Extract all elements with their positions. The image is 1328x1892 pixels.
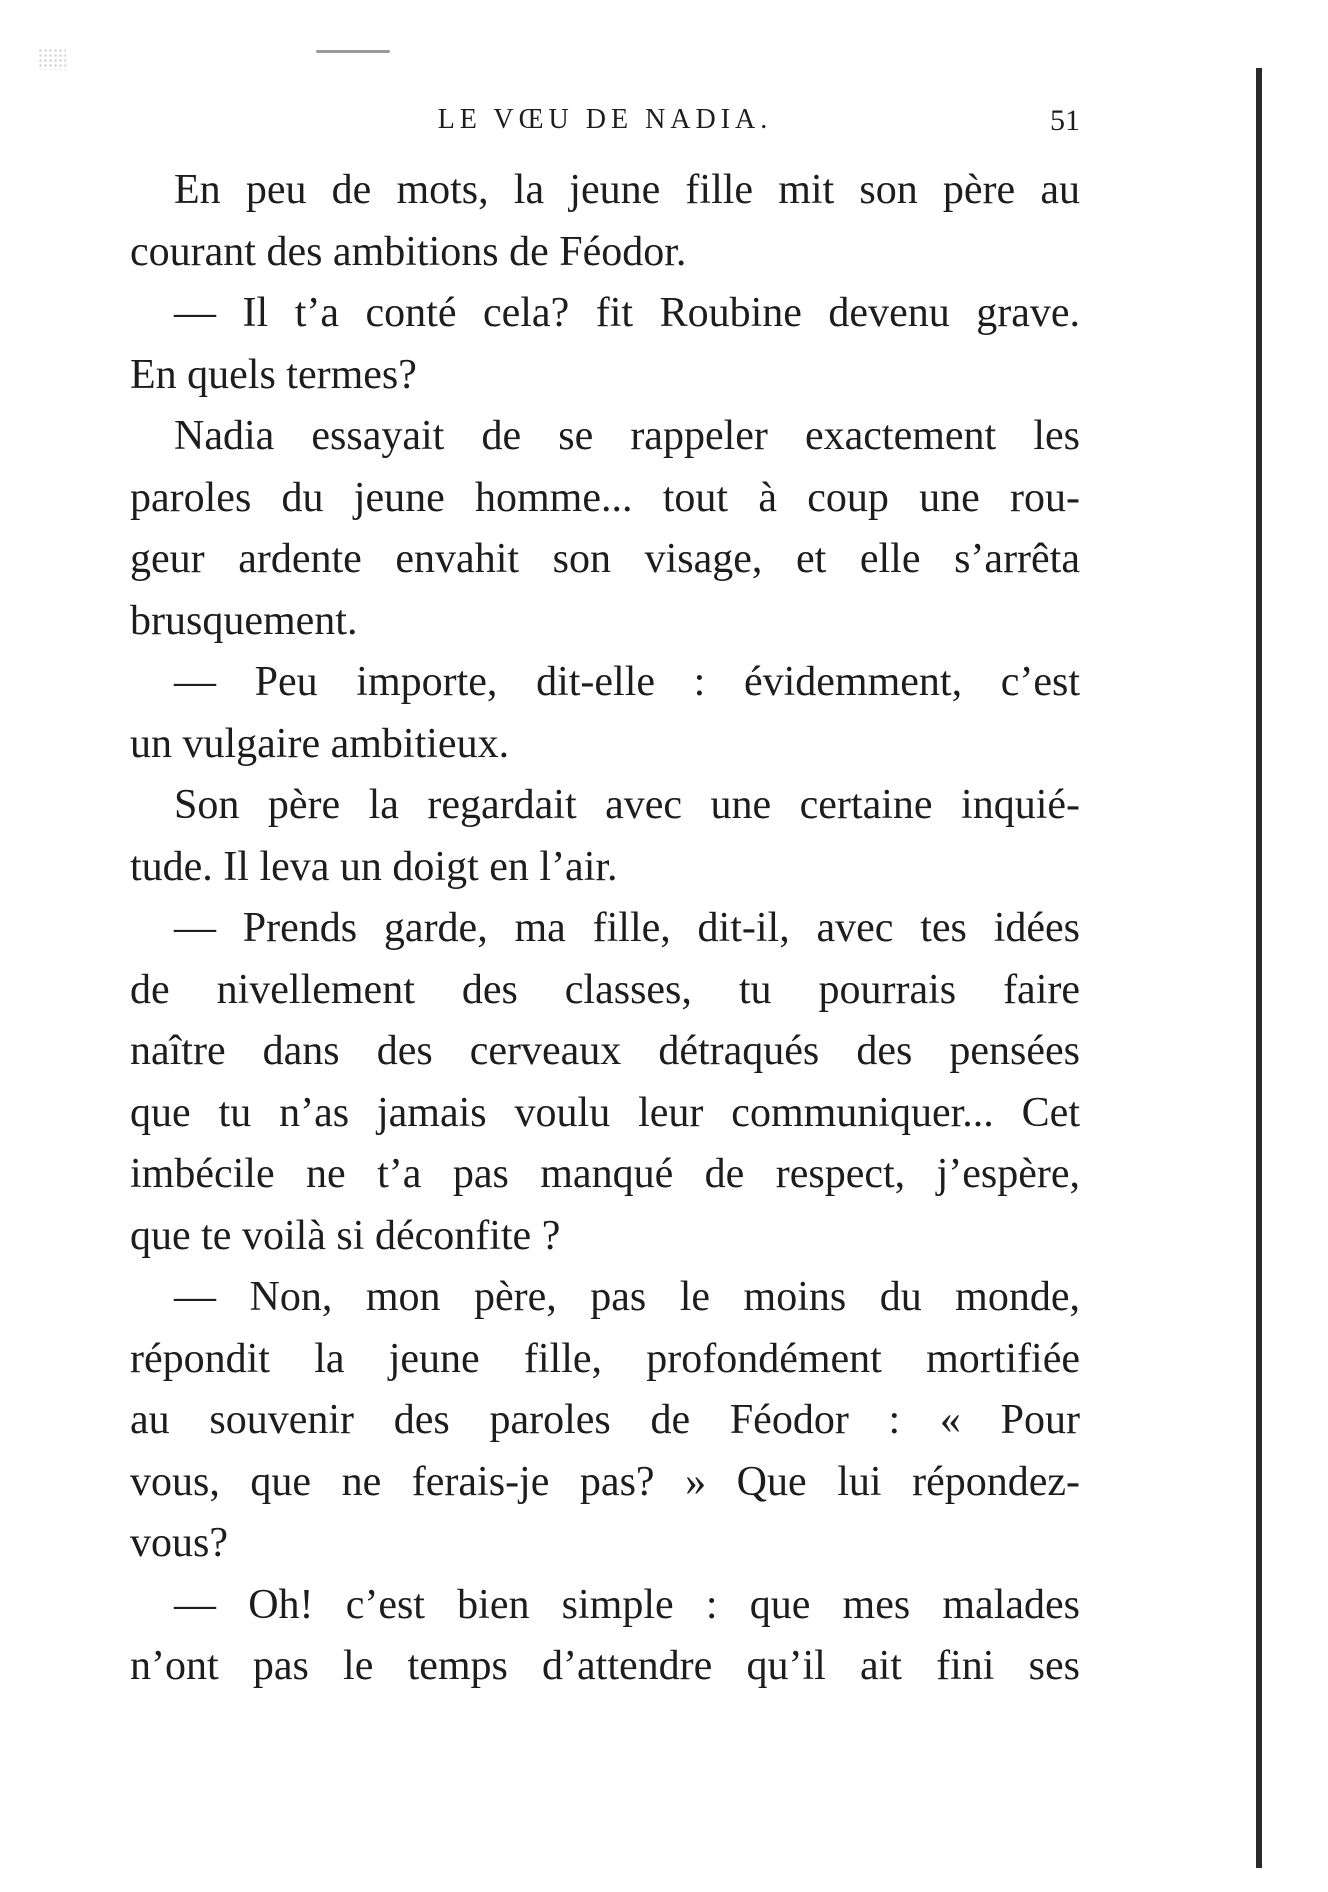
body-text [130, 160, 1080, 1698]
text-line: vous, que ne ferais-je pas? » Que lui répondez- [130, 1458, 1080, 1505]
text-line: geur ardente envahit son visage, et elle s’arrêta [130, 536, 1080, 582]
page-number: 51 [1050, 104, 1080, 137]
text-line: courant des ambitions de Féodor. [130, 228, 687, 275]
text-line: de nivellement des classes, tu pourrais faire [130, 966, 1080, 1013]
text-line: répondit la jeune fille, profondément mortifiée [130, 1335, 1080, 1382]
text-line: naître dans des cerveaux détraqués des pensées [130, 1028, 1080, 1074]
text-line: au souvenir des paroles de Féodor : « Pour [130, 1397, 1080, 1443]
text-line: que tu n’as jamais voulu leur communiquer... Cet [130, 1089, 1080, 1136]
scan-speckle [38, 48, 66, 70]
text-line: En quels termes? [130, 351, 417, 398]
text-line: paroles du jeune homme... tout à coup une rou- [130, 474, 1080, 521]
text-line: tude. Il leva un doigt en l’air. [130, 843, 618, 890]
text-line: — Peu importe, dit-elle : évidemment, c’est [174, 659, 1080, 705]
text-line: — Non, mon père, pas le moins du monde, [174, 1274, 1080, 1320]
text-line: imbécile ne t’a pas manqué de respect, j’espère, [130, 1151, 1080, 1197]
running-header [130, 98, 1080, 148]
page-edge-shadow [1256, 68, 1262, 1868]
running-title: LE VŒU DE NADIA. [437, 104, 773, 135]
text-line: — Oh! c’est bien simple : que mes malades [174, 1581, 1080, 1628]
text-line: brusquement. [130, 597, 358, 644]
text-line: vous? [130, 1520, 228, 1566]
text-line: Son père la regardait avec une certaine inquié- [174, 782, 1080, 828]
text-line: — Il t’a conté cela? fit Roubine devenu grave. [174, 290, 1080, 336]
text-line: un vulgaire ambitieux. [130, 720, 510, 767]
text-line: En peu de mots, la jeune fille mit son père au [174, 167, 1080, 213]
text-line: n’ont pas le temps d’attendre qu’il ait fini ses [130, 1643, 1080, 1689]
text-line: que te voilà si déconfite ? [130, 1212, 561, 1259]
scan-mark [316, 50, 390, 53]
text-line: Nadia essayait de se rappeler exactement les [174, 413, 1080, 459]
text-line: — Prends garde, ma fille, dit-il, avec tes idées [174, 905, 1080, 951]
